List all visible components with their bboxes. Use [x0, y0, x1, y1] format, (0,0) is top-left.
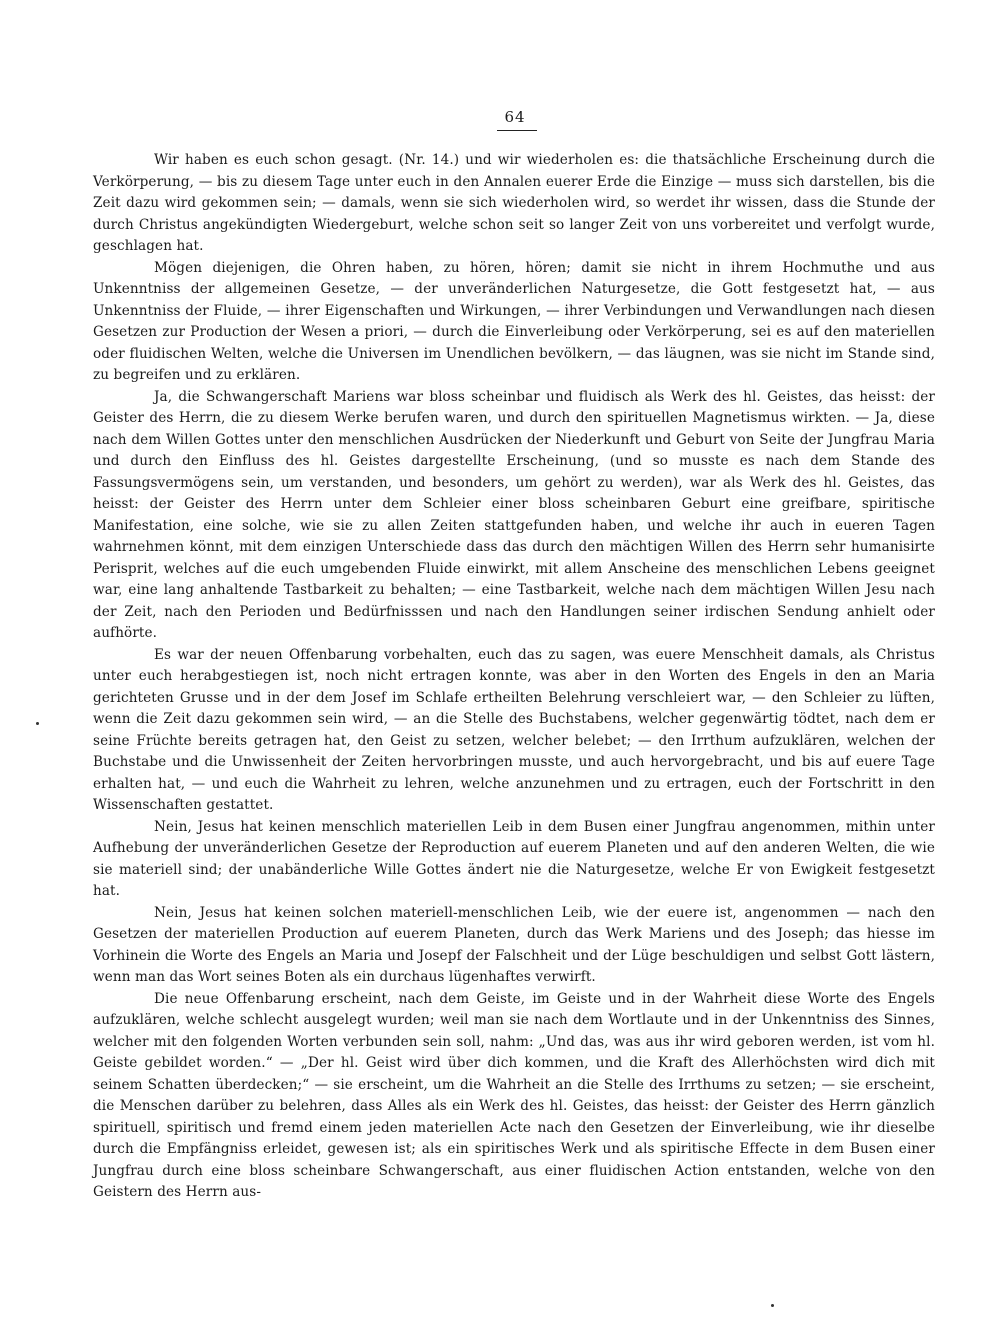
- paragraph: Nein, Jesus hat keinen solchen materiell-menschlichen Leib, wie der euere ist, angenommen — nach den Gesetzen der materiellen Production auf euerem Planeten, durch das Werk Mariens und des Joseph; das hiesse im Vorhinein die Worte des Engels an Maria und Josepf der Falschheit und der Lüge beschuldigen und selbst Gott lästern, wenn man das Wort seines Boten als ein durchaus lügenhaftes verwirft.: [93, 904, 935, 985]
- paragraph: Die neue Offenbarung erscheint, nach dem Geiste, im Geiste und in der Wahrheit diese Worte des Engels aufzuklären, welche schlecht ausgelegt wurden; weil man sie nach dem Wortlaute und in der Unkenntniss des Sinnes, welcher mit den folgenden Worten verbunden sein soll, nahm: „Und das, was aus ihr wird geboren werden, ist vom hl. Geiste gebildet worden.“ — „Der hl. Geist wird über dich kommen, und die Kraft des Allerhöchsten wird dich mit seinem Schatten überdecken;“ — sie erscheint, um die Wahrheit an die Stelle des Irrthums zu setzen; — sie erscheint, die Menschen darüber zu belehren, dass Alles als ein Werk des hl. Geistes, das heisst: der Geister des Herrn gänzlich spirituell, spiritisch und fremd einem jeden materiellen Acte nach den Gesetzen der Einverleibung, wie ihr dieselbe durch die Empfängniss erleidet, gewesen ist; als ein spiritisches Werk und als spiritische Effecte in dem Busen einer Jungfrau durch eine bloss scheinbare Schwangerschaft, aus einer fluidischen Action entstanden, welche von den Geistern des Herrn aus-: [93, 990, 935, 1200]
- body-text: [93, 150, 935, 1204]
- paragraph: Es war der neuen Offenbarung vorbehalten, euch das zu sagen, was euere Menschheit damals, als Christus unter euch herabgestiegen ist, noch nicht ertragen konnte, was aber in den Worten des Engels in den an Maria gerichteten Grusse und in der dem Josef im Schlafe ertheilten Belehrung verschleiert war, — den Schleier zu lüften, wenn die Zeit dazu gekommen sein wird, — an die Stelle des Buchstabens, welcher gegenwärtig tödtet, nach dem er seine Früchte bereits getragen hat, den Geist zu setzen, welcher belebet; — den Irrthum aufzuklären, welchen der Buchstabe und die Unwissenheit der Zeiten hervorbringen musste, und auch hervorgebracht, und bis auf euere Tage erhalten hat, — und euch die Wahrheit zu lehren, welche anzunehmen und zu ertragen, euch der Fortschritt in den Wissenschaften gestattet.: [93, 646, 935, 813]
- ink-speck: [771, 1304, 774, 1307]
- paragraph: Nein, Jesus hat keinen menschlich materiellen Leib in dem Busen einer Jungfrau angenommen, mithin unter Aufhebung der unveränderlichen Gesetze der Reproduction auf euerem Planeten und auf den anderen Welten, die wie sie materiell sind; der unabänderliche Wille Gottes ändert nie die Naturgesetze, welche Er von Ewigkeit festgesetzt hat.: [93, 818, 935, 899]
- ink-speck: [36, 722, 39, 725]
- paragraph: Mögen diejenigen, die Ohren haben, zu hören, hören; damit sie nicht in ihrem Hochmuthe und aus Unkenntniss der allgemeinen Gesetze, — der unveränderlichen Naturgesetze, die Gott festgesetzt hat, — aus Unkenntniss der Fluide, — ihrer Eigenschaften und Wirkungen, — ihrer Verbindungen und Verwandlungen nach diesen Gesetzen zur Production der Wesen a priori, — durch die Einverleibung oder Verkörperung, sei es auf den materiellen oder fluidischen Welten, welche die Universen im Unendlichen bevölkern, — das läugnen, was sie nicht im Stande sind, zu begreifen und zu erklären.: [93, 259, 935, 383]
- page-number-rule: [497, 130, 537, 131]
- paragraph: Wir haben es euch schon gesagt. (Nr. 14.) und wir wiederholen es: die thatsächliche Erscheinung durch die Verkörperung, — bis zu diesem Tage unter euch in den Annalen euerer Erde die Einzige — muss sich darstellen, bis die Zeit dazu wird gekommen sein; — damals, wenn sie sich wiederholen wird, so werdet ihr wissen, dass die Stunde der durch Christus angekündigten Wiedergeburt, welche schon seit so langer Zeit von uns vorbereitet und verfolgt wurde, geschlagen hat.: [93, 152, 935, 254]
- page-number: 64: [504, 108, 526, 126]
- paragraph: Ja, die Schwangerschaft Mariens war bloss scheinbar und fluidisch als Werk des hl. Geistes, das heisst: der Geister des Herrn, die zu diesem Werke berufen waren, und durch den spirituellen Magnetismus wirkten. — Ja, diese nach dem Willen Gottes unter den menschlichen Ausdrücken der Niederkunft und Geburt von Seite der Jungfrau Maria und durch den Einfluss des hl. Geistes dargestellte Erscheinung, (und so musste es nach dem Stande des Fassungsvermögens sein, um verstanden, und besonders, um gehört zu werden), war als Werk des hl. Geistes, das heisst: der Geister des Herrn unter dem Schleier einer bloss scheinbaren Geburt eine greifbare, spiritische Manifestation, eine solche, wie sie zu allen Zeiten stattgefunden haben, und welche ihr auch in eueren Tagen wahrnehmen könnt, mit dem einzigen Unterschiede dass das durch den mächtigen Willen des Herrn sehr humanisirte Perisprit, welches auf die euch umgebenden Fluide einwirkt, mit allem Anscheine des menschlichen Lebens geeignet war, eine lang anhaltende Tastbarkeit zu behalten; — eine Tastbarkeit, welche nach dem mächtigen Willen Jesu nach der Zeit, nach den Perioden und Bedürfnisssen und nach den Handlungen seiner irdischen Sendung anhielt oder aufhörte.: [93, 388, 935, 641]
